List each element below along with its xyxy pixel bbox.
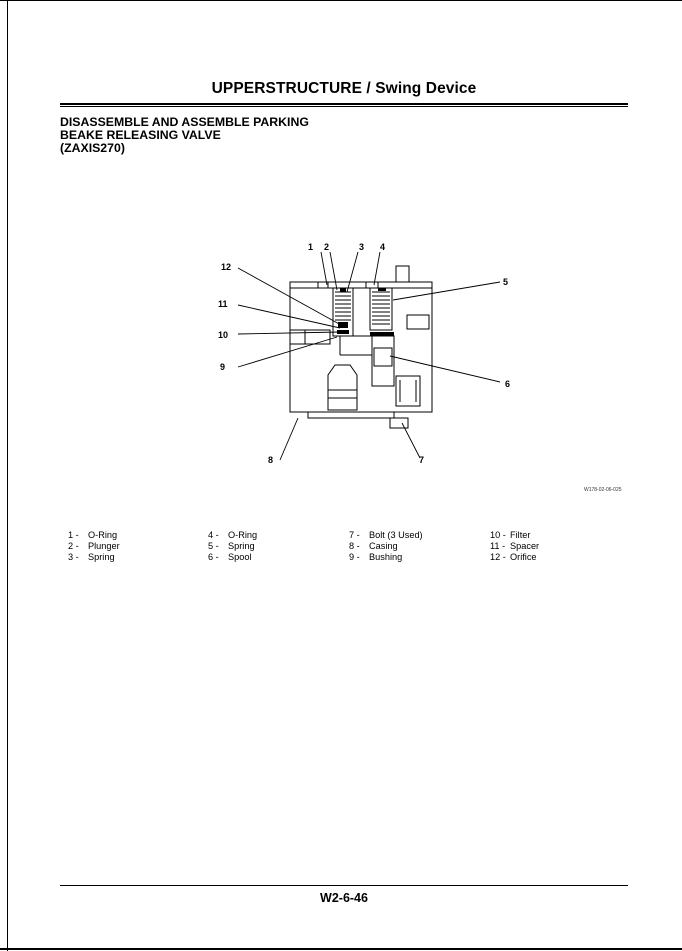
procedure-title: [60, 116, 309, 155]
header-rule-thin: [60, 106, 628, 107]
callout-3: 3: [359, 242, 365, 252]
legend-item: 7 - Bolt (3 Used): [349, 530, 423, 540]
legend-column-1: [68, 530, 120, 564]
callout-12: 12: [221, 262, 232, 272]
legend-item: 2 - Plunger: [68, 541, 120, 552]
figure-code: W178-02-06-025: [584, 487, 622, 493]
legend-item: 1 - O-Ring: [68, 530, 118, 540]
page-frame-top: [0, 0, 682, 1]
procedure-title-line-2: BEAKE RELEASING VALVE: [60, 128, 221, 142]
procedure-title-line-3: (ZAXIS270): [60, 141, 125, 155]
legend-item: 11 - Spacer: [490, 541, 540, 552]
top-plug: [396, 266, 409, 282]
page-frame-bottom: [0, 948, 682, 950]
legend-column-2: [208, 530, 257, 564]
callout-6: 6: [505, 379, 511, 389]
legend-column-4: [490, 530, 539, 564]
callout-5: 5: [503, 277, 509, 287]
section-header: UPPERSTRUCTURE / Swing Device: [211, 80, 477, 97]
page-frame-left: [7, 0, 8, 951]
leader-lines: [238, 252, 500, 460]
callout-4: 4: [380, 242, 386, 252]
orifice: [338, 322, 348, 328]
callout-9: 9: [220, 362, 226, 372]
callout-10: 10: [218, 330, 229, 340]
legend-item: 4 - O-Ring: [208, 530, 258, 540]
valve-cross-section-diagram: [200, 230, 520, 475]
callout-7: 7: [419, 455, 425, 465]
spring-left: [335, 292, 351, 320]
legend-item: 10 - Filter: [490, 530, 531, 540]
header-rule: [60, 103, 628, 105]
casing-outline: [290, 282, 432, 412]
legend-item: 5 - Spring: [208, 541, 255, 552]
legend-item: 12 - Orifice: [490, 552, 537, 563]
callout-1: 1: [308, 242, 314, 252]
legend-item: 9 - Bushing: [349, 552, 403, 563]
bolt-head: [390, 418, 408, 428]
spring-right: [372, 292, 390, 324]
spool-bore: [372, 336, 394, 386]
callout-2: 2: [324, 242, 330, 252]
legend-item: 3 - Spring: [68, 552, 115, 563]
footer-rule: [60, 885, 628, 886]
lower-port: [328, 365, 357, 410]
callout-11: 11: [218, 299, 228, 309]
right-fitting: [407, 315, 429, 329]
callout-8: 8: [268, 455, 274, 465]
legend-item: 6 - Spool: [208, 552, 252, 563]
legend-column-3: [349, 530, 423, 564]
page-number: W2-6-46: [320, 891, 368, 905]
bottom-flange: [308, 412, 394, 418]
legend-item: 8 - Casing: [349, 541, 398, 552]
procedure-title-line-1: DISASSEMBLE AND ASSEMBLE PARKING: [60, 115, 309, 129]
